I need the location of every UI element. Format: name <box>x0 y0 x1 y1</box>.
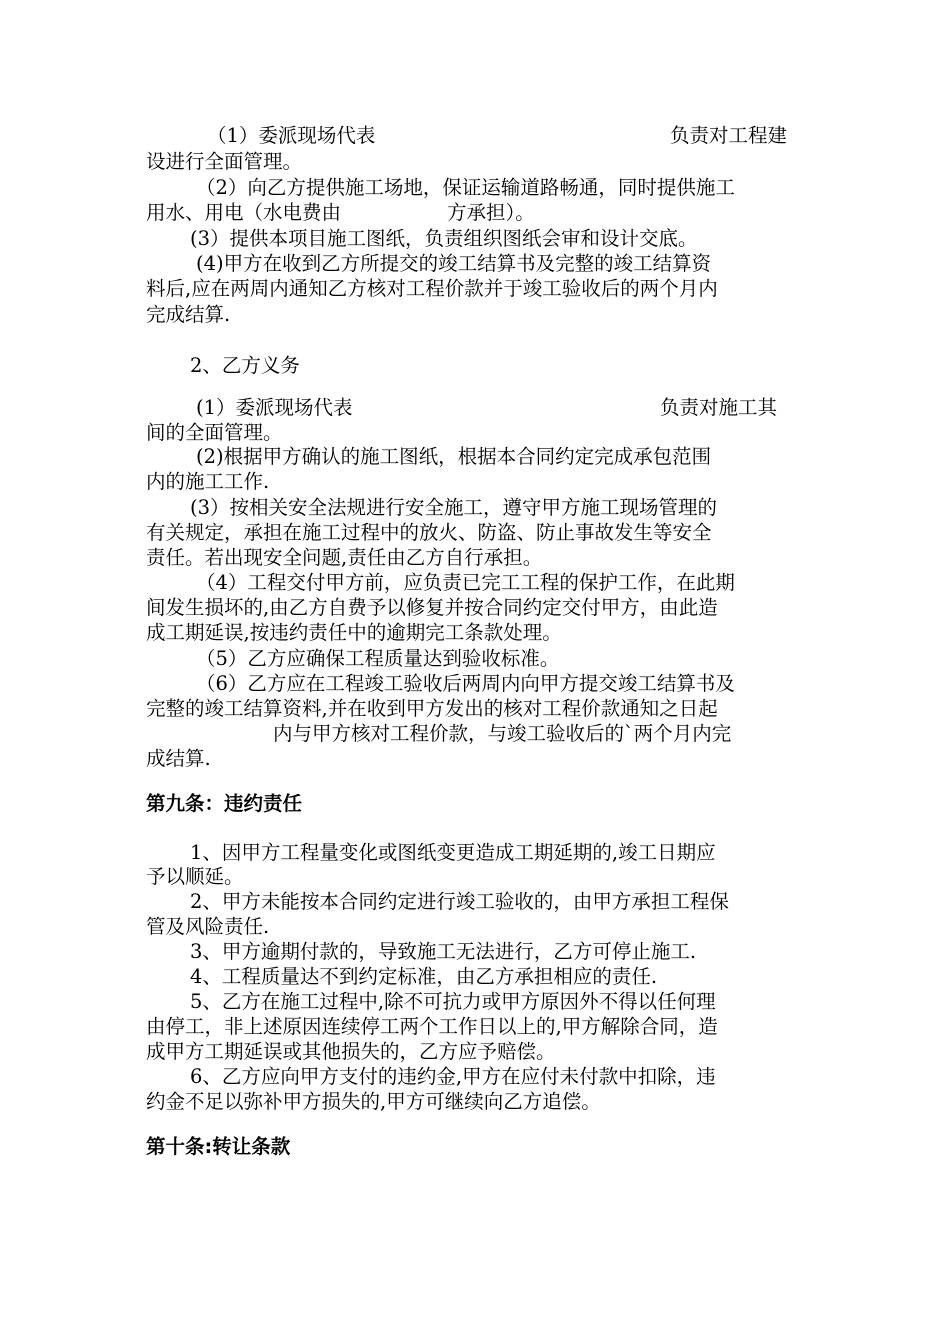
article-9-item-5-line-2: 由停工，非上述原因连续停工两个工作日以上的,甲方解除合同，造 <box>146 1015 718 1038</box>
party-a-item-1-line-2: 设进行全面管理。 <box>146 150 303 173</box>
party-a-item-3: (3）提供本项目施工图纸，负责组织图纸会审和设计交底。 <box>190 227 698 250</box>
article-9-item-3: 3、甲方逾期付款的，导致施工无法进行，乙方可停止施工. <box>190 940 697 963</box>
party-b-item-1-line-1-tail: 负责对施工其 <box>660 396 778 419</box>
party-b-item-4-line-3: 成工期延误,按违约责任中的逾期完工条款处理。 <box>146 621 562 644</box>
party-b-item-6-line-4: 成结算. <box>146 747 211 770</box>
party-b-item-3-line-1: (3）按相关安全法规进行安全施工，遵守甲方施工现场管理的 <box>190 496 718 519</box>
article-9-item-2-line-2: 管及风险责任. <box>146 915 270 938</box>
party-b-item-6-line-3: 内与甲方核对工程价款，与竣工验收后的`两个月内完 <box>273 722 732 745</box>
article-9-item-5-line-3: 成甲方工期延误或其他损失的，乙方应予赔偿。 <box>146 1040 556 1063</box>
party-a-item-1-line-1-tail: 负责对工程建 <box>670 124 788 147</box>
party-a-item-4-line-1: (4)甲方在收到乙方所提交的竣工结算书及完整的竣工结算资 <box>196 252 712 275</box>
party-a-item-2-line-2-tail: 方承担）。 <box>447 201 535 224</box>
party-b-item-3-line-2: 有关规定，承担在施工过程中的放火、防盗、防止事故发生等安全 <box>146 521 712 544</box>
article-9-item-5-line-1: 5、乙方在施工过程中,除不可抗力或甲方原因外不得以任何理 <box>190 990 716 1013</box>
party-a-item-2-line-1: （2）向乙方提供施工场地，保证运输道路畅通，同时提供施工 <box>196 176 735 199</box>
article-9-item-6-line-1: 6、乙方应向甲方支付的违约金,甲方在应付未付款中扣除，违 <box>190 1065 716 1088</box>
party-b-heading: 2、乙方义务 <box>190 354 300 377</box>
article-9-item-2-line-1: 2、甲方未能按本合同约定进行竣工验收的，由甲方承担工程保 <box>190 890 729 913</box>
article-9-item-4: 4、工程质量达不到约定标准，由乙方承担相应的责任. <box>190 965 658 988</box>
article-9-item-6-line-2: 约金不足以弥补甲方损失的,甲方可继续向乙方追偿。 <box>146 1090 601 1113</box>
party-b-item-2-line-2: 内的施工工作. <box>146 470 270 493</box>
article-10-title: 第十条:转让条款 <box>146 1135 291 1158</box>
party-a-item-4-line-3: 完成结算. <box>146 303 231 326</box>
party-a-item-2-line-2: 用水、用电（水电费由 <box>146 201 342 224</box>
party-b-item-1-line-1: (1）委派现场代表 <box>196 396 353 419</box>
party-b-item-5: （5）乙方应确保工程质量达到验收标准。 <box>196 647 560 670</box>
party-b-item-3-line-3: 责任。若出现安全问题,责任由乙方自行承担。 <box>146 546 543 569</box>
party-b-item-4-line-1: （4）工程交付甲方前，应负责已完工工程的保护工作，在此期 <box>196 571 735 594</box>
party-b-item-4-line-2: 间发生损坏的,由乙方自费予以修复并按合同约定交付甲方，由此造 <box>146 596 718 619</box>
article-9-item-1-line-1: 1、因甲方工程量变化或图纸变更造成工期延期的,竣工日期应 <box>190 841 716 864</box>
party-b-item-6-line-1: （6）乙方应在工程竣工验收后两周内向甲方提交竣工结算书及 <box>196 672 735 695</box>
party-a-item-4-line-2: 料后,应在两周内通知乙方核对工程价款并于竣工验收后的两个月内 <box>146 277 718 300</box>
party-b-item-2-line-1: (2)根据甲方确认的施工图纸，根据本合同约定完成承包范围 <box>196 445 712 468</box>
party-b-item-1-line-2: 间的全面管理。 <box>146 421 283 444</box>
party-a-item-1-line-1: （1）委派现场代表 <box>207 124 376 147</box>
party-b-item-6-line-2: 完整的竣工结算资料,并在收到甲方发出的核对工程价款通知之日起 <box>146 697 718 720</box>
article-9-title: 第九条：违约责任 <box>146 792 303 815</box>
article-9-item-1-line-2: 予以顺延。 <box>146 865 244 888</box>
